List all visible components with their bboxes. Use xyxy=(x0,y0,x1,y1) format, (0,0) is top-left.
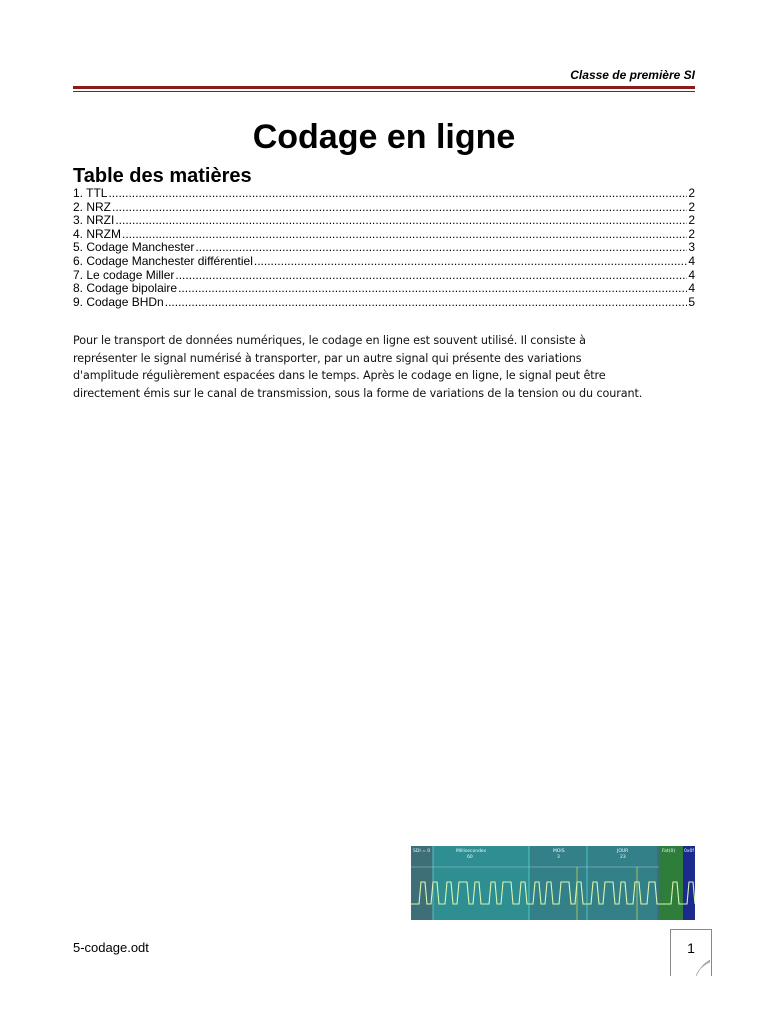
toc-entry-label: 7. Le codage Miller xyxy=(73,267,175,282)
signal-label: Fat(0) xyxy=(662,849,676,854)
toc-leader-dots xyxy=(112,201,687,215)
page-curl-icon xyxy=(696,960,710,976)
toc-entry[interactable] xyxy=(73,228,695,242)
toc-entry-page: 5 xyxy=(688,294,695,309)
toc-entry[interactable] xyxy=(73,269,695,283)
toc-entry[interactable] xyxy=(73,282,695,296)
toc-entry[interactable] xyxy=(73,296,695,310)
signal-image xyxy=(411,846,695,920)
toc-entry[interactable] xyxy=(73,255,695,269)
toc-entry-label: 6. Codage Manchester différentiel xyxy=(73,253,253,268)
toc-leader-dots xyxy=(122,228,687,242)
toc-entry[interactable] xyxy=(73,201,695,215)
intro-line: directement émis sur le canal de transmission, sous la forme de variations de la tension ou du courant. xyxy=(73,386,643,400)
toc-entry-label: 8. Codage bipolaire xyxy=(73,281,178,296)
toc-entry-page: 2 xyxy=(688,226,695,241)
header-rule-thick xyxy=(73,86,695,89)
toc-entry-page: 4 xyxy=(688,253,695,268)
toc-entry-page: 4 xyxy=(688,281,695,296)
signal-band-green xyxy=(659,846,683,920)
signal-label: MOIS xyxy=(553,849,565,854)
signal-label: 3 xyxy=(557,855,560,860)
toc-leader-dots xyxy=(165,296,688,310)
toc-leader-dots xyxy=(254,255,687,269)
toc-entry-label: 2. NRZ xyxy=(73,199,112,214)
signal-label: 0x0f xyxy=(684,849,694,854)
page-number: 1 xyxy=(687,940,695,956)
intro-line: d'amplitude régulièrement espacées dans le temps. Après le codage en ligne, le signal peut être xyxy=(73,369,606,382)
toc-entry-page: 2 xyxy=(688,213,695,228)
toc-entry-label: 4. NRZM xyxy=(73,226,121,241)
signal-label: Millisecondes xyxy=(456,849,487,854)
intro-paragraph xyxy=(73,332,713,402)
toc-entry-label: 3. NRZI xyxy=(73,213,115,228)
signal-label: 60 xyxy=(467,855,473,860)
document-title: Codage en ligne xyxy=(252,118,516,156)
toc-entry-page: 2 xyxy=(688,186,695,200)
intro-line: Pour le transport de données numériques, le codage en ligne est souvent utilisé. Il consiste à xyxy=(73,334,586,347)
toc-leader-dots xyxy=(195,241,687,255)
toc-leader-dots xyxy=(108,187,687,201)
toc-heading: Table des matières xyxy=(73,165,252,187)
toc-leader-dots xyxy=(178,282,687,296)
toc-entry-label: 5. Codage Manchester xyxy=(73,240,195,255)
signal-label: JOUR xyxy=(617,849,629,854)
toc-leader-dots xyxy=(115,214,687,228)
toc-leader-dots xyxy=(175,269,687,283)
table-of-contents xyxy=(73,187,695,309)
header-class-label: Classe de première SI xyxy=(570,68,695,82)
footer-filename: 5-codage.odt xyxy=(73,940,149,955)
intro-line: représenter le signal numérisé à transporter, par un autre signal qui présente des variations xyxy=(73,351,582,365)
toc-entry-label: 9. Codage BHDn xyxy=(73,294,164,309)
signal-label: SDI = 0 xyxy=(413,849,431,854)
toc-entry[interactable] xyxy=(73,214,695,228)
signal-label: 23 xyxy=(620,855,626,860)
toc-entry-page: 3 xyxy=(688,240,695,255)
toc-entry-page: 2 xyxy=(688,199,695,214)
toc-entry-label: 1. TTL xyxy=(73,186,108,200)
toc-entry-page: 4 xyxy=(688,267,695,282)
toc-entry[interactable] xyxy=(73,187,695,201)
header-rule-thin xyxy=(73,91,695,92)
toc-entry[interactable] xyxy=(73,241,695,255)
